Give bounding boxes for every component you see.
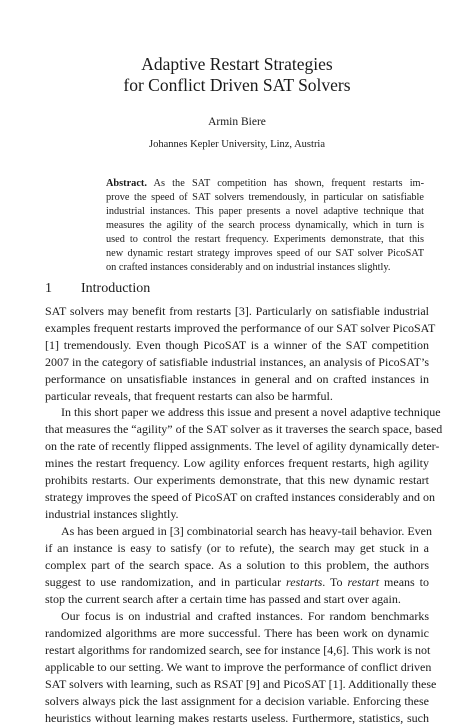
abstract-line: new dynamic restart strategy improves speed of our SAT solver PicoSAT — [106, 248, 424, 259]
emphasis: restart — [347, 575, 380, 589]
abstract-line: measures the agility of the search process dynamically, which in turn is — [106, 220, 424, 231]
author-name: Armin Biere — [208, 116, 266, 128]
section-heading — [45, 281, 150, 297]
abstract-line — [106, 177, 424, 191]
body-text-run: suggest to use randomization, and in particular — [45, 575, 287, 589]
emphasis: restarts — [286, 575, 323, 589]
abstract-line: prove the speed of SAT solvers tremendously, in particular on satisfiable — [106, 192, 424, 203]
abstract-label: Abstract. — [106, 178, 147, 189]
body-line — [45, 574, 429, 591]
abstract-line: industrial instances. This paper presents a novel adaptive technique that — [106, 206, 424, 217]
abstract-text: As the SAT competition has shown, frequent restarts im- — [146, 178, 424, 189]
body-line: strategy improves the speed of PicoSAT on crafted instances considerably and on — [45, 490, 436, 504]
abstract-line: used to control the restart frequency. Experiments demonstrate, that this — [106, 234, 424, 245]
author-affiliation: Johannes Kepler University, Linz, Austria — [148, 139, 326, 150]
body-line: [1] tremendously. Even though PicoSAT is a winner of the SAT competition — [45, 338, 429, 352]
body-line: restart algorithms for randomized search, see for instance [4,6]. This work is not — [45, 643, 431, 657]
body-line: 2007 in the category of satisfiable industrial instances, an analysis of PicoSAT’s — [45, 355, 429, 369]
body-line: In this short paper we address this issue and present a novel adaptive technique — [61, 405, 441, 419]
body-line: solvers always pick the last assignment for a decision variable. Enforcing these — [45, 694, 429, 708]
body-line: Our focus is on industrial and crafted instances. For random benchmarks — [61, 609, 429, 623]
section-number: 1 — [45, 281, 52, 296]
body-text-run: means to — [379, 575, 429, 589]
paper-title-line-2: for Conflict Driven SAT Solvers — [123, 75, 351, 95]
paper-title-line-1: Adaptive Restart Strategies — [141, 54, 333, 74]
body-line: that measures the “agility” of the SAT solver as it traverses the search space, based — [45, 422, 443, 436]
body-line: applicable to our setting. We want to improve the performance of conflict driven — [45, 660, 432, 674]
body-line: prohibits restarts. Our experiments demonstrate, that this new dynamic restart — [45, 473, 429, 487]
body-text-run: . To — [322, 575, 348, 589]
body-line: on the rate of recently flipped assignments. The level of agility dynamically deter- — [45, 439, 440, 453]
body-line: mines the restart frequency. Low agility enforces frequent restarts, high agility — [45, 456, 429, 470]
body-line: if an instance is easy to satisfy (or to refute), the search may get stuck in a — [45, 541, 429, 555]
abstract-line: on crafted instances considerably and on industrial instances slightly. — [106, 262, 391, 273]
body-line: performance on unsatisfiable instances in general and on crafted instances in — [45, 372, 429, 386]
body-line: SAT solvers with learning, such as RSAT [9] and PicoSAT [1]. Additionally these — [45, 677, 437, 691]
body-line: SAT solvers may benefit from restarts [3]. Particularly on satisfiable industrial — [45, 304, 429, 318]
body-line: particular reveals, that frequent restarts can also be harmful. — [45, 389, 333, 403]
body-line: examples frequent restarts improved the performance of our SAT solver PicoSAT — [45, 321, 436, 335]
body-line: As has been argued in [3] combinatorial search has heavy-tail behavior. Even — [61, 524, 432, 538]
section-title: Introduction — [81, 281, 151, 296]
body-line: randomized algorithms are more successful. There has been work on dynamic — [45, 626, 429, 640]
body-line: complex part of the search space. As a solution to this problem, the authors — [45, 558, 429, 572]
body-line: industrial instances slightly. — [45, 507, 179, 521]
body-line: stop the current search after a certain time has passed and start over again. — [45, 592, 401, 606]
body-line: heuristics without learning makes restarts useless. Furthermore, statistics, such — [45, 711, 429, 725]
